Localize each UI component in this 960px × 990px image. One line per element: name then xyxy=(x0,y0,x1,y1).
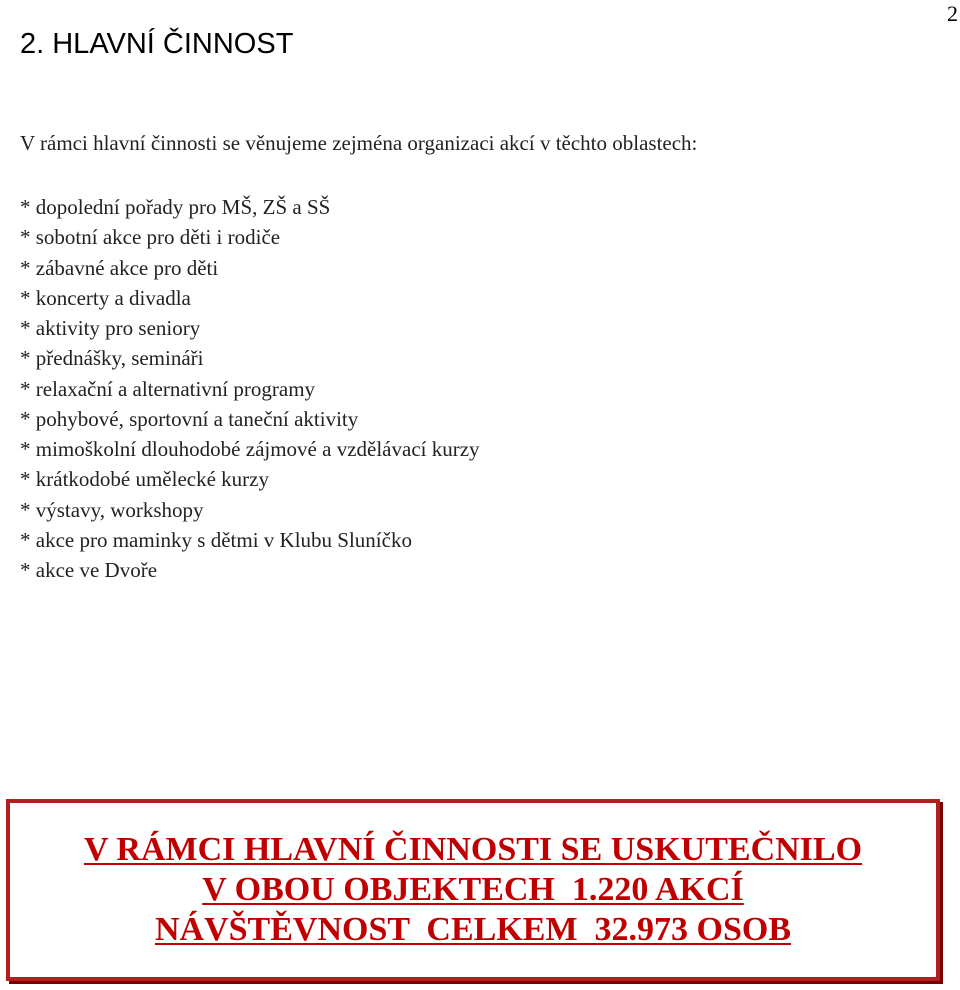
list-item: * přednášky, semináři xyxy=(20,346,204,371)
list-item: * akce pro maminky s dětmi v Klubu Sluníčko xyxy=(20,527,412,552)
summary-line: V RÁMCI HLAVNÍ ČINNOSTI SE USKUTEČNILO xyxy=(83,831,863,868)
summary-text xyxy=(10,830,936,950)
list-item: * výstavy, workshopy xyxy=(20,497,204,522)
list-item: * koncerty a divadla xyxy=(20,285,191,310)
summary-line: NÁVŠTĚVNOST CELKEM 32.973 OSOB xyxy=(154,911,792,948)
list-item: * zábavné akce pro děti xyxy=(20,255,219,280)
list-item: * relaxační a alternativní programy xyxy=(20,376,316,401)
list-item: * sobotní akce pro děti i rodiče xyxy=(20,225,281,250)
list-item: * akce ve Dvoře xyxy=(20,558,158,582)
activity-list xyxy=(20,192,480,585)
list-item: * dopolední pořady pro MŠ, ZŠ a SŠ xyxy=(20,195,331,219)
page-title: 2. HLAVNÍ ČINNOST xyxy=(20,28,294,60)
list-item: * aktivity pro seniory xyxy=(20,316,201,340)
summary-line: V OBOU OBJEKTECH 1.220 AKCÍ xyxy=(202,871,744,908)
list-item: * krátkodobé umělecké kurzy xyxy=(20,467,269,492)
summary-box xyxy=(6,799,940,981)
intro-paragraph: V rámci hlavní činnosti se věnujeme zejména organizaci akcí v těchto oblastech: xyxy=(20,131,698,155)
list-item: * pohybové, sportovní a taneční aktivity xyxy=(20,406,359,431)
list-item: * mimoškolní dlouhodobé zájmové a vzdělávací kurzy xyxy=(20,437,480,461)
page-number: 2 xyxy=(947,1,958,26)
